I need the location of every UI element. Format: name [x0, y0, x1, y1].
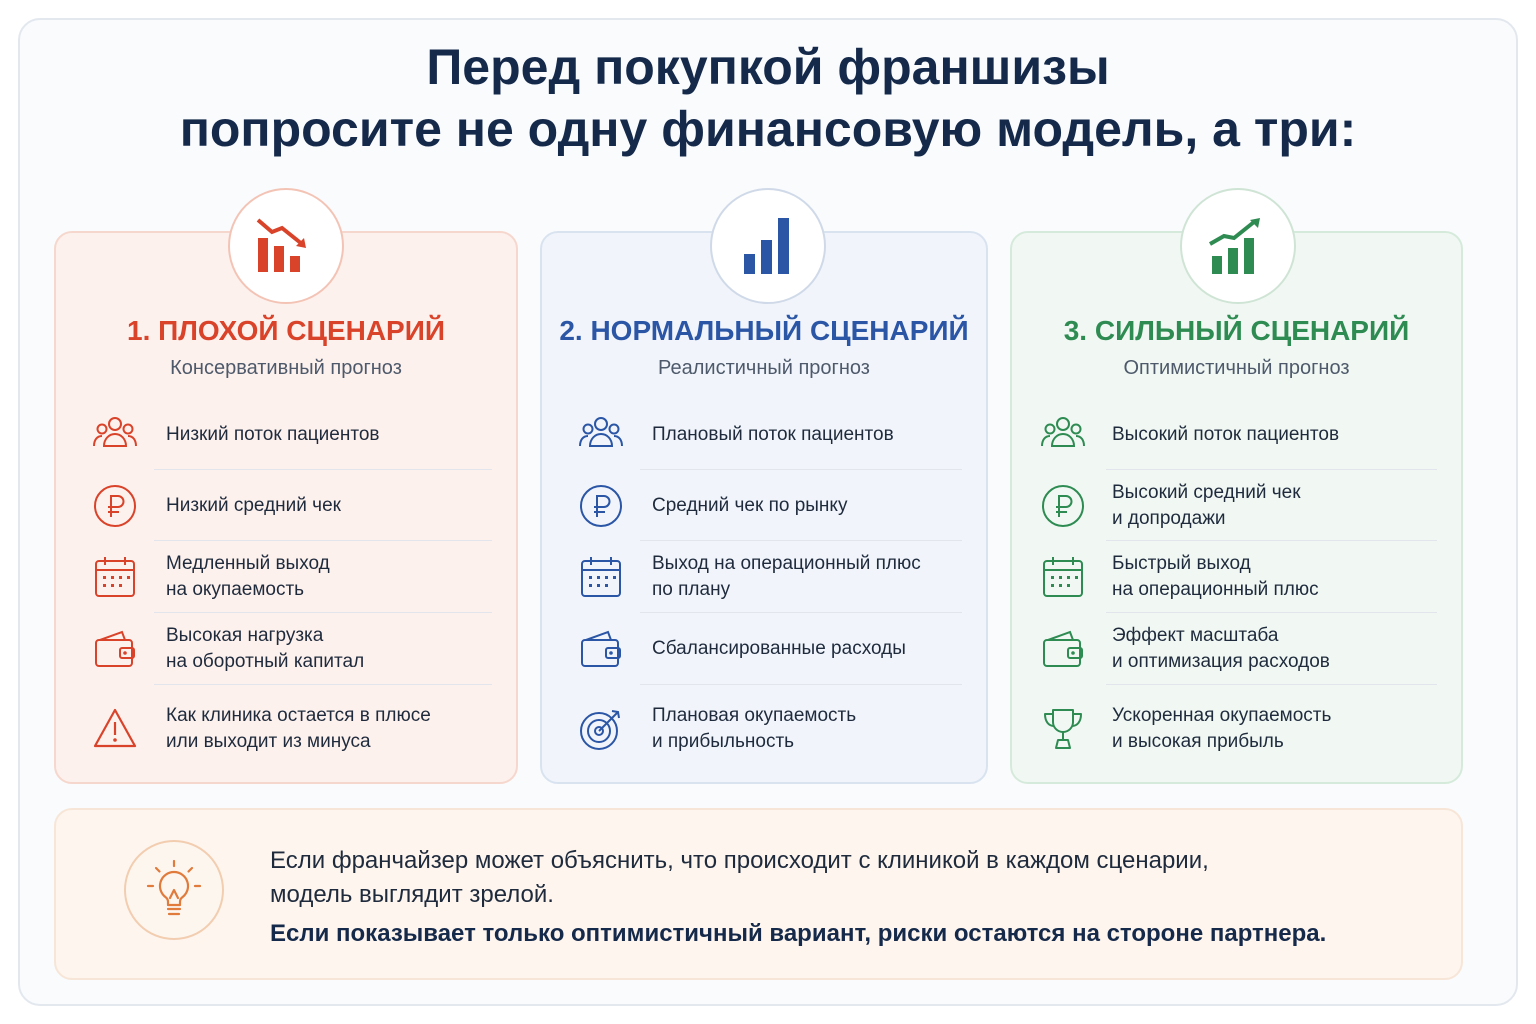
wallet-icon: [1040, 626, 1086, 672]
note-line-2: модель выглядит зрелой.: [270, 881, 554, 908]
scenario-title: 3. СИЛЬНЫЙ СЦЕНАРИЙ: [1063, 315, 1410, 346]
item-text: Сбалансированные расходы: [652, 638, 906, 659]
item-text-line-1: Эффект масштаба: [1112, 625, 1279, 646]
list-item: [56, 399, 516, 471]
note-emphasis: Если показывает только оптимистичный вариант, риски остаются на стороне партнера.: [270, 920, 1327, 947]
item-text: Средний чек по рынку: [652, 495, 848, 516]
item-text-line-2: на операционный плюс: [1112, 579, 1319, 600]
people-icon: [578, 412, 624, 458]
list-item: [56, 541, 516, 613]
title-line-1: Перед покупкой франшизы: [426, 39, 1110, 95]
list-item: [542, 613, 986, 685]
item-text-line-1: Ускоренная окупаемость: [1112, 705, 1332, 726]
list-item: [1012, 613, 1461, 685]
chart-down-icon: [228, 188, 344, 304]
item-text: Плановый поток пациентов: [652, 424, 894, 445]
item-text-line-2: или выходит из минуса: [166, 731, 371, 752]
target-icon: [578, 706, 624, 752]
list-item: [56, 693, 516, 765]
scenario-card-bad: [54, 231, 518, 784]
list-item: [542, 470, 986, 542]
item-text-line-1: Как клиника остается в плюсе: [166, 705, 431, 726]
item-text: Низкий средний чек: [166, 495, 341, 516]
list-item: [1012, 399, 1461, 471]
list-item: [1012, 541, 1461, 613]
item-text-line-2: и допродажи: [1112, 508, 1226, 529]
title-line-2: попросите не одну финансовую модель, а три:: [179, 101, 1357, 157]
calendar-icon: [1040, 554, 1086, 600]
item-text-line-1: Быстрый выход: [1112, 553, 1251, 574]
wallet-icon: [92, 626, 138, 672]
scenario-subtitle: Консервативный прогноз: [170, 357, 402, 379]
list-item: [56, 613, 516, 685]
bar-chart-icon: [710, 188, 826, 304]
people-icon: [1040, 412, 1086, 458]
item-text-line-2: и оптимизация расходов: [1112, 651, 1330, 672]
item-text-line-2: на оборотный капитал: [166, 651, 365, 672]
calendar-icon: [92, 554, 138, 600]
item-text-line-1: Выход на операционный плюс: [652, 553, 921, 574]
item-text-line-1: Плановая окупаемость: [652, 705, 857, 726]
item-text: Низкий поток пациентов: [166, 424, 380, 445]
ruble-icon: [92, 483, 138, 529]
scenario-subtitle: Оптимистичный прогноз: [1123, 357, 1350, 379]
list-item: [542, 399, 986, 471]
item-text-line-1: Медленный выход: [166, 553, 330, 574]
note-line-1: Если франчайзер может объяснить, что происходит с клиникой в каждом сценарии,: [270, 847, 1209, 874]
list-item: [1012, 470, 1461, 542]
wallet-icon: [578, 626, 624, 672]
scenario-title: 1. ПЛОХОЙ СЦЕНАРИЙ: [127, 315, 445, 346]
warning-icon: [92, 706, 138, 752]
item-text-line-2: и высокая прибыль: [1112, 731, 1284, 752]
item-text-line-2: и прибыльность: [652, 731, 795, 752]
list-item: [56, 470, 516, 542]
ruble-icon: [578, 483, 624, 529]
item-text-line-2: на окупаемость: [166, 579, 305, 600]
list-item: [542, 541, 986, 613]
item-text-line-1: Высокая нагрузка: [166, 625, 324, 646]
people-icon: [92, 412, 138, 458]
scenario-card-strong: [1010, 231, 1463, 784]
scenario-card-normal: [540, 231, 988, 784]
lightbulb-icon: [124, 840, 224, 940]
scenario-subtitle: Реалистичный прогноз: [658, 357, 870, 379]
item-text: Высокий поток пациентов: [1112, 424, 1340, 445]
item-text-line-1: Высокий средний чек: [1112, 482, 1301, 503]
list-item: [1012, 693, 1461, 765]
summary-note: [54, 808, 1463, 980]
item-text-line-2: по плану: [652, 579, 731, 600]
list-item: [542, 693, 986, 765]
calendar-icon: [578, 554, 624, 600]
page-title: [0, 36, 1536, 160]
chart-up-icon: [1180, 188, 1296, 304]
trophy-icon: [1040, 706, 1086, 752]
ruble-icon: [1040, 483, 1086, 529]
scenario-title: 2. НОРМАЛЬНЫЙ СЦЕНАРИЙ: [559, 315, 969, 346]
